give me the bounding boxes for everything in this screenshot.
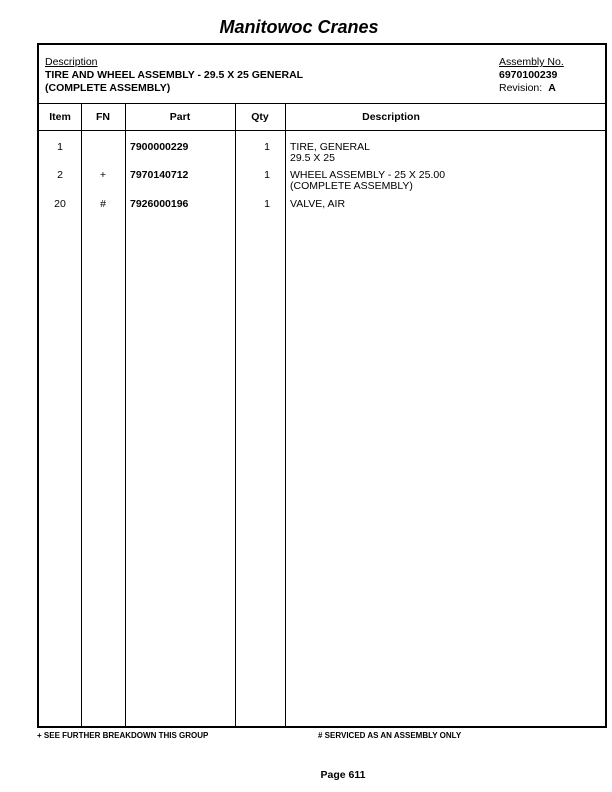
- row-qty-cell: 1: [264, 169, 270, 181]
- company-title: Manitowoc Cranes: [219, 17, 379, 37]
- table-header-row: [39, 104, 605, 131]
- column-header-part: Part: [169, 111, 191, 123]
- column-header-description: Description: [362, 111, 420, 123]
- row-description-line1: TIRE, GENERAL: [290, 141, 370, 153]
- column-divider: [235, 104, 236, 726]
- revision-row: [499, 82, 556, 94]
- column-header-item: Item: [49, 111, 71, 123]
- row-description-line1: VALVE, AIR: [290, 198, 346, 210]
- row-qty-cell: 1: [264, 198, 270, 210]
- row-qty-cell: 1: [264, 141, 270, 153]
- row-description-line2: 29.5 X 25: [290, 152, 335, 164]
- row-part-cell: 7926000196: [130, 198, 189, 210]
- row-description-line2: (COMPLETE ASSEMBLY): [290, 180, 413, 192]
- page-number: Page 611: [320, 769, 366, 781]
- row-item-cell: 2: [57, 169, 63, 181]
- row-description-line1: WHEEL ASSEMBLY - 25 X 25.00: [290, 169, 446, 181]
- footnote-serviced-assembly: # SERVICED AS AN ASSEMBLY ONLY: [318, 731, 462, 740]
- description-caption: Description: [45, 56, 98, 68]
- footnote-further-breakdown: + SEE FURTHER BREAKDOWN THIS GROUP: [37, 731, 209, 740]
- parts-list-frame: [37, 43, 607, 728]
- assembly-number-caption: Assembly No.: [499, 56, 564, 68]
- row-part-cell: 7900000229: [130, 141, 189, 153]
- column-header-fn: FN: [96, 111, 110, 123]
- column-divider: [125, 104, 126, 726]
- assembly-description-line1: TIRE AND WHEEL ASSEMBLY - 29.5 X 25 GENERAL: [45, 69, 304, 81]
- revision-value: A: [548, 82, 556, 94]
- assembly-description-line2: (COMPLETE ASSEMBLY): [45, 82, 171, 94]
- column-divider: [81, 104, 82, 726]
- row-item-cell: 1: [57, 141, 63, 153]
- row-part-cell: 7970140712: [130, 169, 189, 181]
- row-item-cell: 20: [54, 198, 66, 210]
- column-divider: [285, 104, 286, 726]
- assembly-number: 6970100239: [499, 69, 558, 81]
- assembly-header: [39, 45, 605, 104]
- column-header-qty: Qty: [251, 111, 269, 123]
- row-fn-cell: #: [100, 198, 106, 210]
- revision-label: Revision:: [499, 82, 543, 94]
- row-fn-cell: +: [99, 169, 107, 181]
